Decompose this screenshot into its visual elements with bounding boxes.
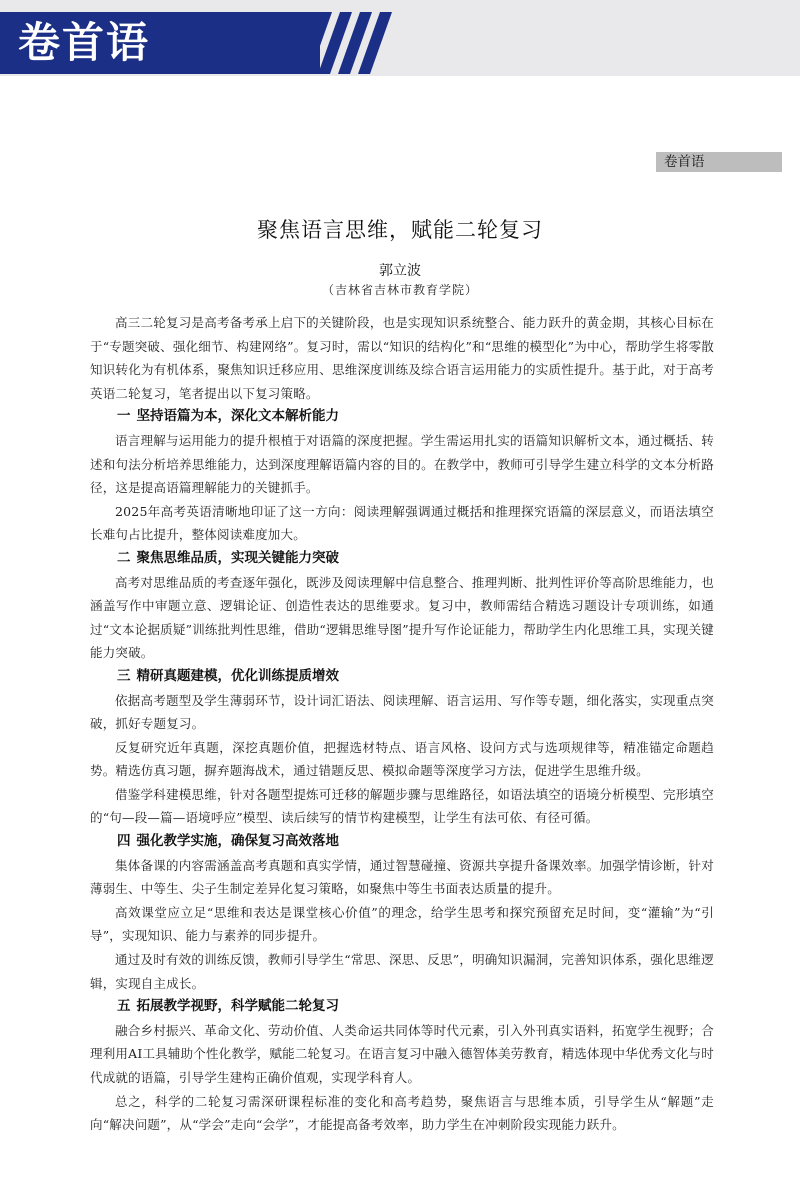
section-heading-1: 一 坚持语篇为本，深化文本解析能力 xyxy=(117,408,339,425)
paragraph: 高效课堂应立足“思维和表达是课堂核心价值”的理念，给学生思考和探究预留充足时间，变“灌输”为“引导”，实现知识、能力与素养的同步提升。 xyxy=(90,904,714,944)
intro-paragraph: 高三二轮复习是高考备考承上启下的关键阶段，也是实现知识系统整合、能力跃升的黄金期，其核心目标在于“专题突破、强化细节、构建网络”。复习时，需以“知识的结构化”和“思维的模型化”为中心，帮助学生将零散知识转化为有机体系，聚焦知识迁移应用、思维深度训练及综合语言运用能力的实质性提升。基于此，对于高考英语二轮复习，笔者提出以下复习策略。 xyxy=(90,315,714,401)
article-title: 聚焦语言思维，赋能二轮复习 xyxy=(257,218,543,242)
paragraph: 融合乡村振兴、革命文化、劳动价值、人类命运共同体等时代元素，引入外刊真实语料，拓宽学生视野；合理利用AI工具辅助个性化教学，赋能二轮复习。在语言复习中融入德智体美劳教育，精选体现中华优秀文化与时代成就的语篇，引导学生建构正确价值观，实现学科育人。 xyxy=(90,1022,714,1085)
section-tag: 卷首语 xyxy=(656,152,782,172)
paragraph: 高考对思维品质的考查逐年强化，既涉及阅读理解中信息整合、推理判断、批判性评价等高阶思维能力，也涵盖写作中审题立意、逻辑论证、创造性表达的思维要求。复习中，教师需结合精选习题设计专项训练，如通过“文本论据质疑”训练批判性思维，借助“逻辑思维导图”提升写作论证能力，帮助学生内化思维工具，实现关键能力突破。 xyxy=(90,574,714,661)
author-affiliation: （吉林省吉林市教育学院） xyxy=(321,283,478,297)
author-name: 郭立波 xyxy=(379,263,421,279)
paragraph: 2025年高考英语清晰地印证了这一方向：阅读理解强调通过概括和推理探究语篇的深层意义，而语法填空长难句占比提升，整体阅读难度加大。 xyxy=(90,503,714,543)
paragraph: 通过及时有效的训练反馈，教师引导学生“常思、深思、反思”，明确知识漏洞，完善知识体系，强化思维逻辑，实现自主成长。 xyxy=(90,952,714,991)
section-heading-4: 四 强化教学实施，确保复习高效落地 xyxy=(117,833,339,850)
paragraph: 依据高考题型及学生薄弱环节，设计词汇语法、阅读理解、语言运用、写作等专题，细化落实，实现重点突破，抓好专题复习。 xyxy=(90,692,714,732)
article-body xyxy=(90,311,714,1137)
section-heading-2: 二 聚焦思维品质，实现关键能力突破 xyxy=(117,549,339,566)
paragraph: 语言理解与运用能力的提升根植于对语篇的深度把握。学生需运用扎实的语篇知识解析文本，通过概括、转述和句法分析培养思维能力，达到深度理解语篇内容的目的。在教学中，教师可引导学生建立科学的文本分析路径，这是提高语篇理解能力的关键抓手。 xyxy=(90,432,714,496)
decorative-stripes xyxy=(300,12,410,74)
column-title: 卷首语 xyxy=(18,18,151,67)
conclusion-paragraph: 总之，科学的二轮复习需深研课程标准的变化和高考趋势，聚焦语言与思维本质，引导学生从“解题”走向“解决问题”，从“学会”走向“会学”，才能提高备考效率，助力学生在冲刺阶段实现能力跃升。 xyxy=(90,1093,714,1133)
paragraph: 集体备课的内容需涵盖高考真题和真实学情，通过智慧碰撞、资源共享提升备课效率。加强学情诊断，针对薄弱生、中等生、尖子生制定差异化复习策略，如聚焦中等生书面表达质量的提升。 xyxy=(90,857,714,897)
section-heading-5: 五 拓展教学视野，科学赋能二轮复习 xyxy=(117,998,339,1015)
paragraph: 反复研究近年真题，深挖真题价值，把握选材特点、语言风格、设问方式与选项规律等，精准锚定命题趋势。精选仿真习题，摒弃题海战术，通过错题反思、模拟命题等深度学习方法，促进学生思维升级。 xyxy=(90,739,714,779)
paragraph: 借鉴学科建模思维，针对各题型提炼可迁移的解题步骤与思维路径，如语法填空的语境分析模型、完形填空的“句—段—篇—语境呼应”模型、读后续写的情节构建模型，让学生有法可依、有径可循。 xyxy=(90,786,714,826)
section-heading-3: 三 精研真题建模，优化训练提质增效 xyxy=(117,667,339,684)
